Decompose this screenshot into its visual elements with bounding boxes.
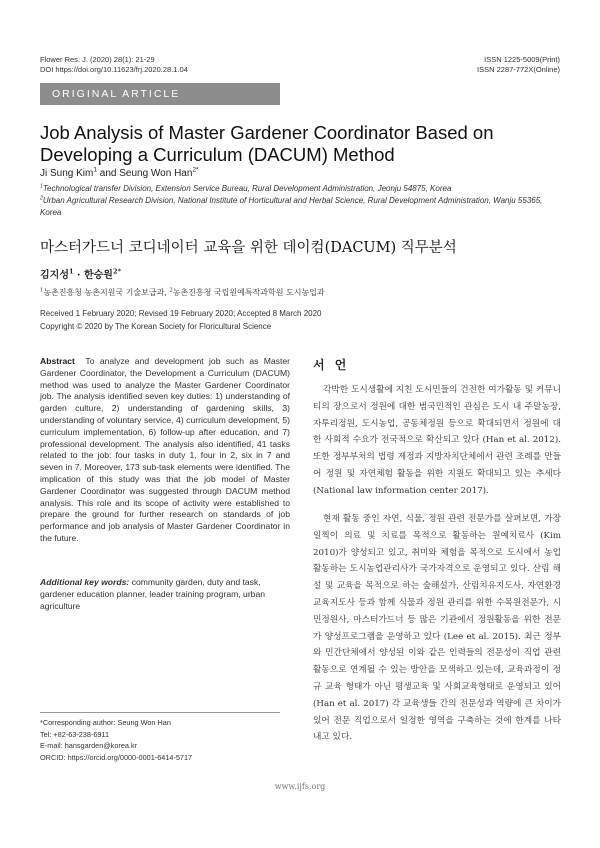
affiliation-text: Urban Agricultural Research Division, National Institute of Horticultural and Herbal Science, Rural Development Administration, Wanju 55365, Korea: [40, 196, 543, 217]
korean-affiliation-text: 농촌진흥청 농촌지원국 기술보급과,: [43, 288, 170, 297]
affiliation-marker: 1: [40, 183, 43, 190]
affiliation-1: [40, 183, 560, 195]
affiliation-text: Technological transfer Division, Extension Service Bureau, Rural Development Administration, Jeonju 54875, Korea: [42, 184, 452, 193]
korean-affiliation-marker: 1: [40, 287, 44, 294]
author-affiliation-marker: 2*: [192, 166, 199, 174]
copyright-line: Copyright © 2020 by The Korean Society for Floricultural Science: [40, 322, 272, 331]
korean-author-marker: 1: [68, 267, 74, 276]
doi-link[interactable]: DOI https://doi.org/10.11623/frj.2020.28.1.04: [40, 65, 188, 74]
corresponding-email[interactable]: E-mail: hansgarden@korea.kr: [40, 741, 138, 750]
journal-website[interactable]: www.ijfs.org: [274, 782, 326, 791]
corresponding-author: *Corresponding author: Seung Won Han: [40, 718, 171, 727]
korean-affiliation-marker: 2: [169, 287, 173, 294]
issn-print: ISSN 1225-5009(Print): [484, 55, 560, 64]
article-type-banner: ORIGINAL ARTICLE: [40, 83, 280, 105]
author-affiliation-marker: 1: [93, 166, 97, 174]
corresponding-tel: Tel: +82-63-238-6911: [40, 729, 110, 739]
abstract: [40, 356, 290, 545]
correspondence: [40, 717, 192, 763]
issn-online: ISSN 2287-772X(Online): [477, 65, 560, 74]
journal-citation: Flower Res. J. (2020) 28(1): 21-29: [40, 55, 155, 64]
intro-paragraph-1: 각박한 도시생활에 지친 도시민들의 건전한 여가활동 및 커뮤니티의 장으로서 정원에 대한 범국민적인 관심은 도시 내 주말농장, 자투리정원, 도시농업, 공동체정원 등으로 확대되면서 정원에 대한 사회적 수요가 전국적으로 확산되고 있다 (Han et al. 2012). 또한 정부부처의 법령 제정과 지방자치단체에서 관련 조례를 만들어 정원 및 자연체험 활동을 위한 지원도 확대되고 있는 추세다(National law information center 2017).: [313, 385, 561, 496]
korean-author-name: · 한승원: [73, 270, 113, 281]
keywords-text: community garden, duty and task, gardener education planner, leader training program, urban agriculture: [40, 577, 266, 611]
affiliation-2: [40, 195, 560, 219]
section-heading-introduction: 서 언: [313, 358, 350, 372]
keywords: [40, 577, 290, 612]
abstract-label: Abstract: [40, 356, 75, 366]
korean-title: 마스터가드너 코디네이터 교육을 위한 데이컴(DACUM) 직무분석: [40, 240, 457, 256]
affiliation-marker: 2: [40, 195, 43, 202]
footnote-divider: [40, 712, 280, 713]
corresponding-orcid[interactable]: ORCID: https://orcid.org/0000-0001-6414-5717: [40, 752, 193, 762]
keywords-label: Additional key words:: [40, 577, 130, 587]
article-title: Job Analysis of Master Gardener Coordinator Based on Developing a Curriculum (DACUM) Method: [40, 122, 494, 165]
author-list: [40, 168, 199, 179]
korean-author-name: 김지성: [40, 270, 69, 281]
korean-affiliations: [40, 287, 325, 298]
author-name: Ji Sung Kim: [40, 168, 94, 179]
korean-authors: [40, 266, 121, 281]
abstract-text: To analyze and development job such as Master Gardener Coordinator, the Development a Curriculum (DACUM) method was used to analyze the Master Gardener Coordinator job. The analysis identified seven key duties: 1) understanding of garden culture, 2) understanding of gardening skills, 3) understanding of voluntary service, 4) curriculum development, 5) curriculum implementation, 6) follow-up after education, and 7) professional development. The analysis also identified, 41 tasks related to the job: four tasks in duty 1, four in 2, six in 7 and seven in 7. Moreover, 173 sub-task elements were identified. The implication of this study was that the job model of Master Gardener Coordinator was suggested through DACUM method analysis. This role and its scope of activity were established to prepare the ground for further research on standards of job performance and job analysis of Master Gardener Coordinator in the future.: [40, 356, 290, 543]
received-dates: Received 1 February 2020; Revised 19 February 2020; Accepted 8 March 2020: [40, 309, 322, 318]
author-name: Seung Won Han: [119, 168, 193, 179]
intro-paragraph-2: 현재 활동 중인 자연, 식물, 정원 관련 전문가를 살펴보면, 가장 일찍이 의료 및 치료를 목적으로 활동하는 원예치료사 (Kim 2010)가 양성되고 있고, 취미와 체험을 목적으로 도시에서 농업 활동하는 도시농업관리사가 국가자격으로 운영되고 있다. 산림 해설 및 교육을 목적으로 하는 숲해설가, 산림치유지도사, 자연환경교육지도사 등과 함께 식물과 정원 관리를 위한 수목원전문가, 시민정원사, 마스터가드너 등 많은 기관에서 정원활동을 위한 전문가 양성프로그램을 운영하고 있다 (Lee et al. 2015). 최근 정부와 민간단체에서 양성된 이와 같은 인력들의 전문성이 직업 관련 활동으로 연계될 수 있는 방안을 모색하고 있는데, 교육과정이 정규 교육 형태가 아닌 평생교육 및 사회교육형태로 운영되고 있어(Han et al. 2017) 각 교육생들 간의 전문성과 역량에 큰 차이가 있어 전문 직업으로서 일정한 영역을 구축하는 것에 한계를 나타내고 있다.: [313, 514, 561, 743]
author-conjunction: and: [96, 168, 120, 179]
korean-author-marker: 2*: [112, 267, 121, 276]
korean-affiliation-text: 농촌진흥청 국립원예특작과학원 도시농업과: [172, 288, 325, 297]
